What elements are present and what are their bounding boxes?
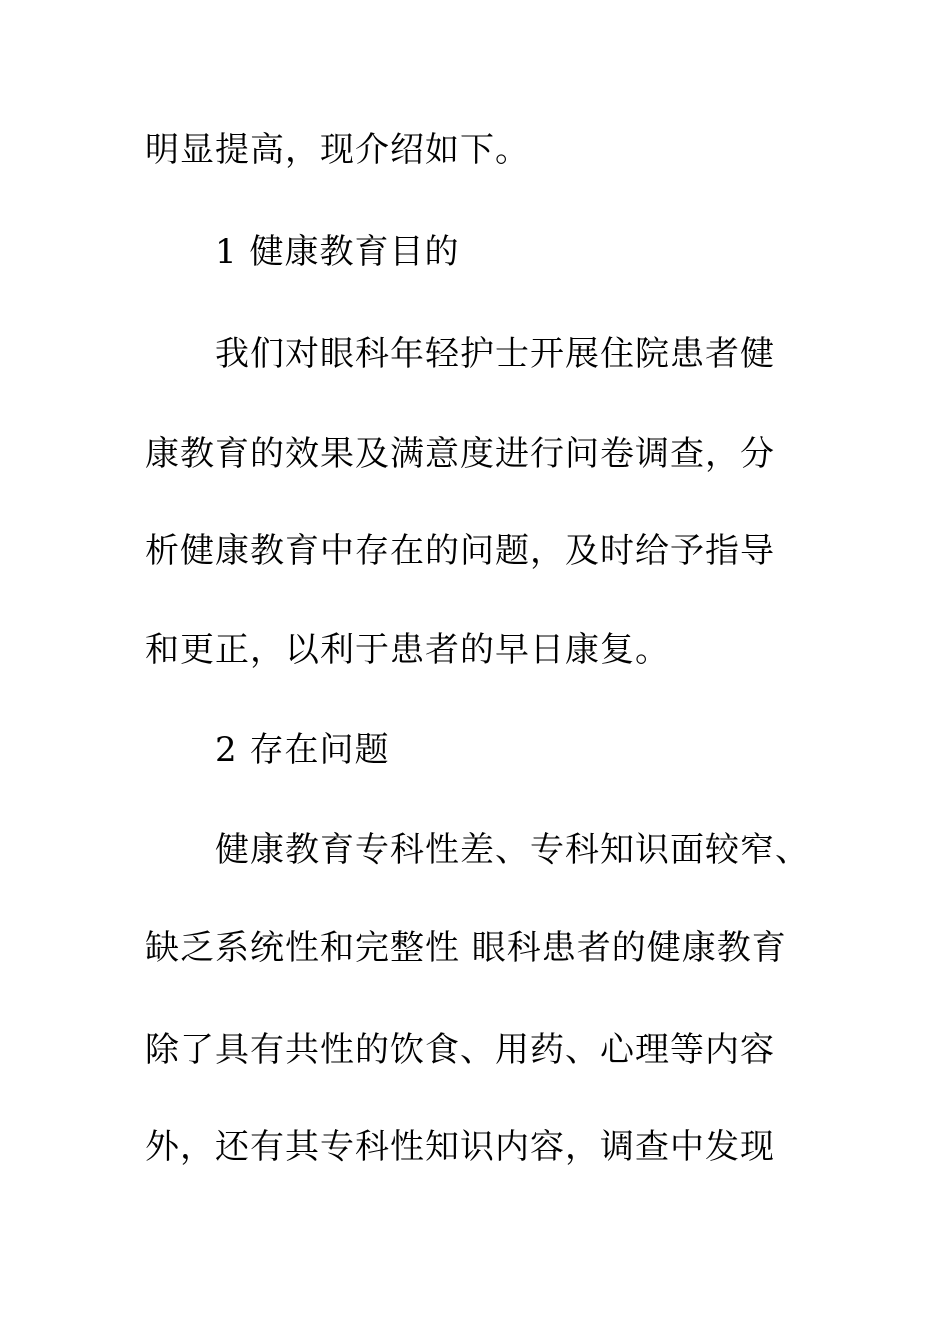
- paragraph-line: 我们对眼科年轻护士开展住院患者健: [215, 334, 775, 374]
- paragraph-line: 析健康教育中存在的问题，及时给予指导: [145, 531, 775, 571]
- section-heading-2: 2 存在问题: [215, 730, 390, 770]
- paragraph-line: 康教育的效果及满意度进行问卷调查，分: [145, 434, 775, 474]
- paragraph-line: 明显提高，现介绍如下。: [145, 130, 530, 170]
- paragraph-line: 缺乏系统性和完整性 眼科患者的健康教育: [145, 928, 787, 968]
- paragraph-line: 除了具有共性的饮食、用药、心理等内容: [145, 1030, 775, 1070]
- paragraph-line: 外，还有其专科性知识内容，调查中发现: [145, 1127, 775, 1167]
- section-heading-1: 1 健康教育目的: [215, 232, 460, 272]
- paragraph-line: 和更正，以利于患者的早日康复。: [145, 630, 670, 670]
- paragraph-line: 健康教育专科性差、专科知识面较窄、: [215, 830, 810, 870]
